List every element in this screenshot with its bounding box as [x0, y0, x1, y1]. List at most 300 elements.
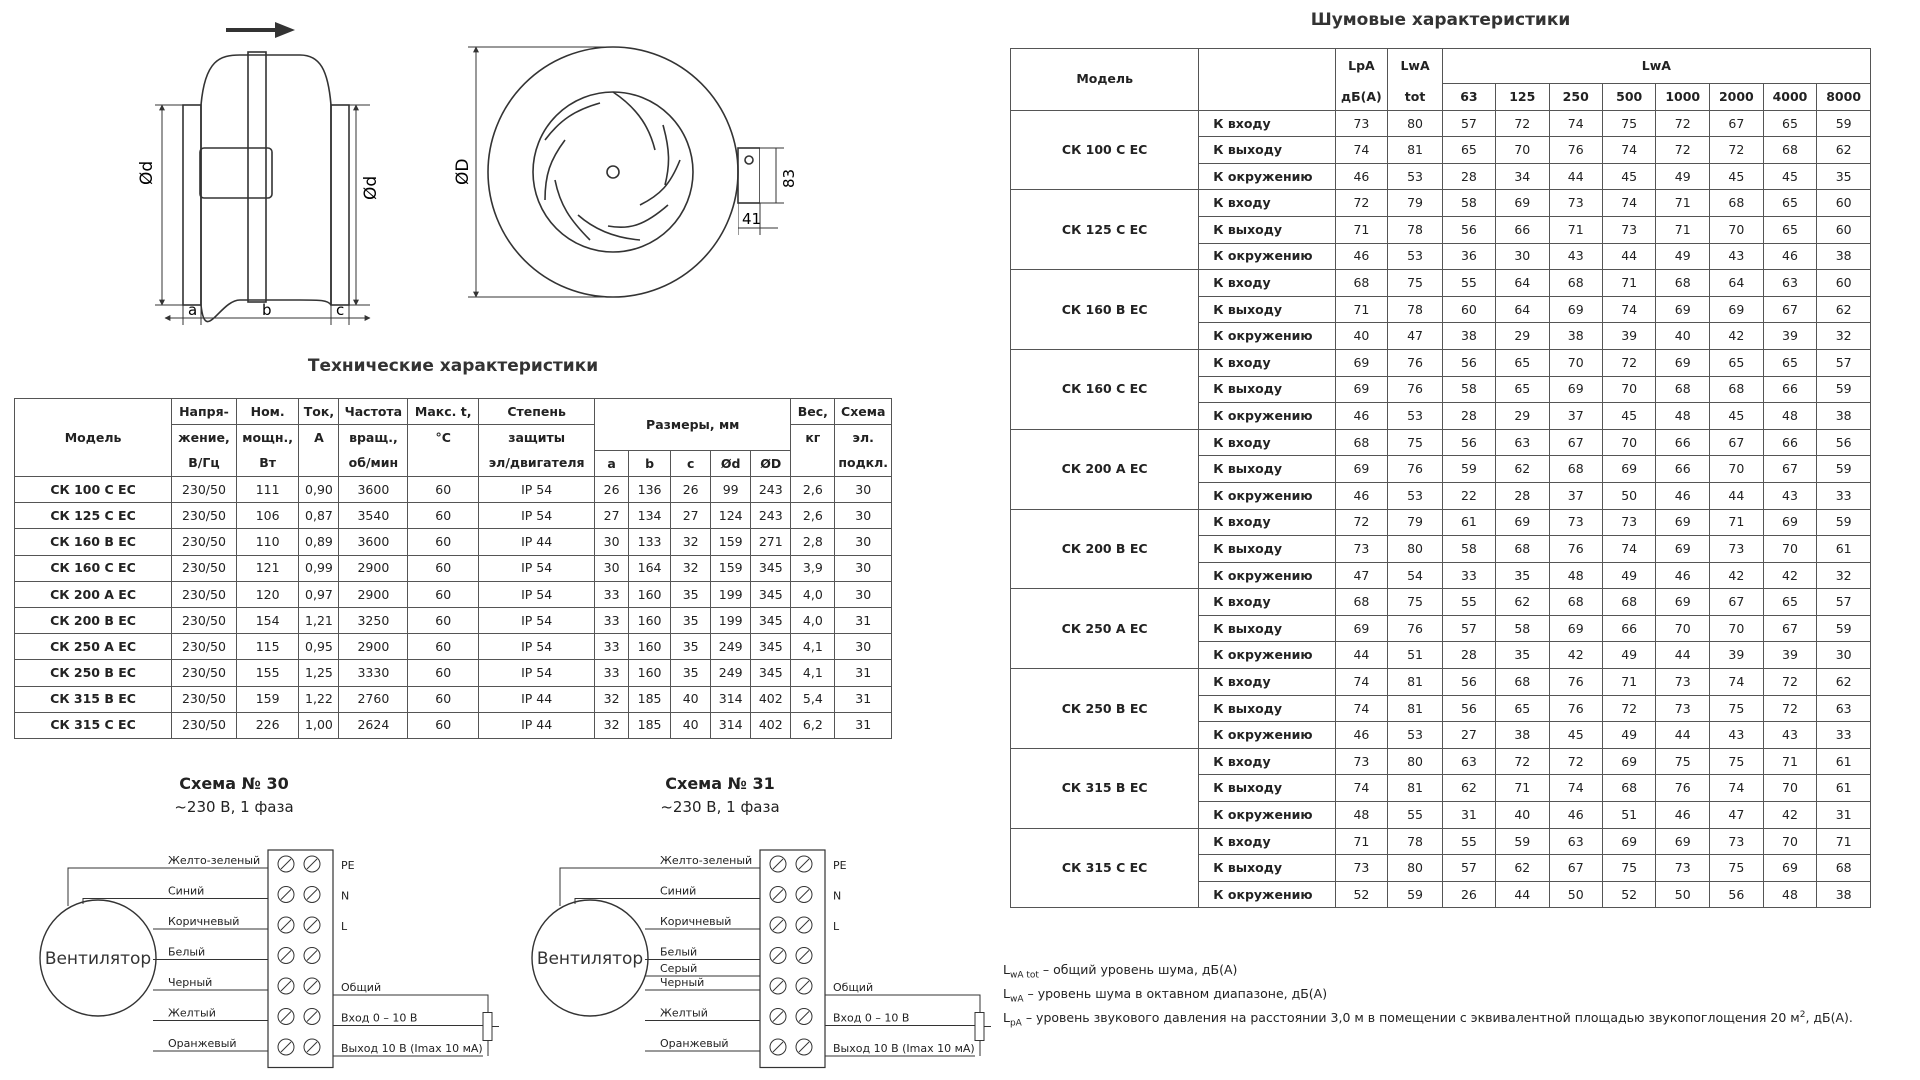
noise-model-cell: СК 160 С ЕС	[1011, 349, 1199, 429]
terminal-label: Вход 0 – 10 В	[341, 1011, 418, 1025]
noise-cell: 32	[1817, 562, 1871, 589]
noise-cell: 75	[1602, 110, 1655, 137]
noise-cell: 73	[1549, 509, 1602, 536]
noise-cell: 46	[1656, 562, 1710, 589]
noise-cell: 71	[1763, 748, 1817, 775]
noise-cell: 72	[1549, 748, 1602, 775]
tech-cell: 159	[711, 555, 751, 581]
noise-cell: 32	[1817, 323, 1871, 350]
noise-direction-cell: К входу	[1199, 828, 1335, 855]
noise-cell: 69	[1602, 748, 1655, 775]
noise-cell: 80	[1388, 855, 1442, 882]
noise-cell: 33	[1817, 722, 1871, 749]
noise-direction-cell: К окружению	[1199, 482, 1335, 509]
noise-title: Шумовые характеристики	[1310, 10, 1571, 30]
nth-lwa: LwA	[1442, 49, 1870, 84]
noise-cell: 73	[1335, 536, 1388, 563]
tech-cell: 111	[236, 477, 299, 503]
nth-lwatot: LwA	[1388, 49, 1442, 84]
noise-cell: 73	[1602, 509, 1655, 536]
noise-cell: 76	[1388, 615, 1442, 642]
noise-cell: 68	[1549, 456, 1602, 483]
noise-row	[1011, 669, 1871, 696]
noise-direction-cell: К выходу	[1199, 216, 1335, 243]
noise-cell: 60	[1817, 270, 1871, 297]
noise-model-cell: СК 250 А ЕС	[1011, 589, 1199, 669]
tech-cell: 60	[408, 555, 479, 581]
tech-cell: 230/50	[172, 660, 237, 686]
tech-cell: 32	[671, 529, 711, 555]
noise-cell: 72	[1656, 110, 1710, 137]
tech-cell: 30	[835, 634, 892, 660]
tech-row	[15, 581, 892, 607]
noise-cell: 72	[1496, 748, 1549, 775]
th-scheme: Схема	[835, 399, 892, 425]
noise-cell: 64	[1496, 270, 1549, 297]
noise-cell: 69	[1656, 589, 1710, 616]
wire-label: Желтый	[168, 1006, 216, 1020]
tech-cell: 32	[671, 555, 711, 581]
noise-cell: 72	[1763, 695, 1817, 722]
noise-cell: 65	[1763, 216, 1817, 243]
th-weight-3	[791, 450, 835, 476]
tech-cell: 30	[835, 581, 892, 607]
noise-cell: 68	[1549, 589, 1602, 616]
noise-cell: 43	[1710, 722, 1764, 749]
noise-cell: 79	[1388, 509, 1442, 536]
th-dim-a: a	[595, 450, 629, 476]
noise-cell: 52	[1335, 881, 1388, 908]
noise-cell: 67	[1710, 429, 1764, 456]
noise-direction-cell: К окружению	[1199, 243, 1335, 270]
noise-cell: 75	[1388, 589, 1442, 616]
noise-cell: 66	[1602, 615, 1655, 642]
noise-cell: 56	[1442, 669, 1495, 696]
noise-cell: 48	[1763, 881, 1817, 908]
tech-cell: 345	[751, 634, 791, 660]
noise-cell: 59	[1388, 881, 1442, 908]
noise-cell: 79	[1388, 190, 1442, 217]
tech-row	[15, 608, 892, 634]
noise-cell: 65	[1496, 376, 1549, 403]
tech-cell: 230/50	[172, 529, 237, 555]
noise-cell: 56	[1817, 429, 1871, 456]
noise-cell: 35	[1496, 642, 1549, 669]
noise-cell: 70	[1496, 137, 1549, 164]
noise-cell: 65	[1710, 349, 1764, 376]
tech-cell: IP 54	[479, 634, 595, 660]
noise-cell: 45	[1710, 403, 1764, 430]
wire-label: Желтый	[660, 1006, 708, 1020]
noise-cell: 46	[1763, 243, 1817, 270]
tech-cell: 134	[629, 503, 671, 529]
noise-cell: 68	[1335, 589, 1388, 616]
noise-cell: 29	[1496, 323, 1549, 350]
noise-cell: 39	[1763, 642, 1817, 669]
tech-cell: 32	[595, 712, 629, 738]
tech-cell: 230/50	[172, 634, 237, 660]
noise-cell: 55	[1388, 802, 1442, 829]
scheme30-title: Схема № 30	[179, 774, 289, 793]
noise-cell: 61	[1817, 748, 1871, 775]
th-speed: Частота	[339, 399, 408, 425]
dim-83: 83	[780, 168, 798, 188]
noise-direction-cell: К окружению	[1199, 881, 1335, 908]
noise-cell: 22	[1442, 482, 1495, 509]
noise-direction-cell: К входу	[1199, 349, 1335, 376]
wire-label: Синий	[660, 884, 697, 898]
noise-cell: 63	[1442, 748, 1495, 775]
noise-cell: 75	[1656, 748, 1710, 775]
tech-cell: 0,87	[299, 503, 339, 529]
noise-direction-cell: К входу	[1199, 669, 1335, 696]
noise-cell: 42	[1549, 642, 1602, 669]
tech-cell: 99	[711, 477, 751, 503]
noise-cell: 55	[1442, 270, 1495, 297]
nth-direction	[1199, 49, 1335, 111]
tech-cell: 314	[711, 686, 751, 712]
dim-d-left: Ød	[137, 160, 157, 185]
noise-cell: 73	[1335, 748, 1388, 775]
tech-model-cell: СК 315 В ЕС	[15, 686, 172, 712]
noise-cell: 30	[1817, 642, 1871, 669]
legend-lwa: $L_{wA}$ – уровень шума в октавном диапазоне, дБ(А)	[1003, 986, 1328, 1005]
noise-cell: 42	[1710, 323, 1764, 350]
tech-cell: 3330	[339, 660, 408, 686]
noise-cell: 68	[1496, 536, 1549, 563]
noise-cell: 68	[1763, 137, 1817, 164]
noise-cell: 67	[1549, 855, 1602, 882]
noise-cell: 52	[1602, 881, 1655, 908]
tech-cell: 121	[236, 555, 299, 581]
tech-cell: 2,6	[791, 503, 835, 529]
noise-cell: 76	[1549, 695, 1602, 722]
noise-cell: 63	[1817, 695, 1871, 722]
tech-model-cell: СК 200 А ЕС	[15, 581, 172, 607]
noise-cell: 46	[1335, 403, 1388, 430]
noise-cell: 74	[1710, 669, 1764, 696]
noise-cell: 67	[1549, 429, 1602, 456]
noise-cell: 53	[1388, 163, 1442, 190]
wire-label: Желто-зеленый	[660, 854, 753, 867]
tech-cell: 199	[711, 581, 751, 607]
noise-cell: 71	[1496, 775, 1549, 802]
tech-cell: IP 54	[479, 477, 595, 503]
tech-cell: 30	[835, 555, 892, 581]
noise-cell: 68	[1710, 190, 1764, 217]
tech-cell: 155	[236, 660, 299, 686]
legend-lpa: $L_{pA}$ – уровень звукового давления на расстоянии 3,0 м в помещении с эквивалентной площадью звукопоглощения 20 $м^2$, дБ(А).	[1003, 1010, 1853, 1029]
wire-label: Коричневый	[660, 915, 732, 928]
th-weight: Вес,	[791, 399, 835, 425]
tech-cell: 160	[629, 634, 671, 660]
tech-cell: 115	[236, 634, 299, 660]
noise-cell: 66	[1656, 429, 1710, 456]
noise-cell: 49	[1656, 163, 1710, 190]
wire-label: Белый	[660, 945, 698, 959]
noise-cell: 40	[1496, 802, 1549, 829]
tech-row	[15, 686, 892, 712]
nth-freq: 63	[1442, 84, 1495, 111]
noise-cell: 75	[1388, 270, 1442, 297]
wire-label: Оранжевый	[168, 1037, 237, 1050]
wire-label: Черный	[168, 976, 213, 989]
noise-cell: 53	[1388, 403, 1442, 430]
nth-freq: 250	[1549, 84, 1602, 111]
th-power: Ном.	[236, 399, 299, 425]
noise-cell: 81	[1388, 137, 1442, 164]
noise-cell: 58	[1496, 615, 1549, 642]
noise-row	[1011, 429, 1871, 456]
noise-cell: 42	[1763, 562, 1817, 589]
tech-cell: 154	[236, 608, 299, 634]
tech-cell: 27	[671, 503, 711, 529]
tech-cell: IP 54	[479, 581, 595, 607]
th-current-3	[299, 450, 339, 476]
noise-cell: 44	[1602, 243, 1655, 270]
noise-cell: 69	[1549, 376, 1602, 403]
tech-cell: 40	[671, 712, 711, 738]
noise-cell: 45	[1710, 163, 1764, 190]
noise-cell: 50	[1656, 881, 1710, 908]
noise-cell: 73	[1335, 110, 1388, 137]
wire-label: Черный	[660, 976, 705, 989]
noise-cell: 57	[1817, 349, 1871, 376]
tech-cell: 30	[835, 503, 892, 529]
noise-cell: 74	[1710, 775, 1764, 802]
th-power-3: Вт	[236, 450, 299, 476]
noise-cell: 57	[1817, 589, 1871, 616]
tech-cell: 35	[671, 581, 711, 607]
noise-cell: 76	[1549, 669, 1602, 696]
noise-model-cell: СК 200 В ЕС	[1011, 509, 1199, 589]
tech-model-cell: СК 200 В ЕС	[15, 608, 172, 634]
noise-direction-cell: К окружению	[1199, 163, 1335, 190]
noise-row	[1011, 110, 1871, 137]
tech-cell: 32	[595, 686, 629, 712]
noise-cell: 73	[1710, 536, 1764, 563]
noise-cell: 68	[1656, 270, 1710, 297]
noise-cell: 73	[1602, 216, 1655, 243]
noise-cell: 64	[1710, 270, 1764, 297]
tech-cell: 124	[711, 503, 751, 529]
noise-cell: 45	[1602, 163, 1655, 190]
dim-d-right: Ød	[361, 175, 381, 200]
tech-cell: 345	[751, 660, 791, 686]
noise-cell: 62	[1496, 589, 1549, 616]
noise-model-cell: СК 160 В ЕС	[1011, 270, 1199, 350]
noise-cell: 51	[1388, 642, 1442, 669]
noise-cell: 70	[1763, 775, 1817, 802]
noise-direction-cell: К входу	[1199, 110, 1335, 137]
tech-model-cell: СК 315 С ЕС	[15, 712, 172, 738]
terminal-label: Выход 10 В (Imax 10 мА)	[341, 1042, 483, 1055]
noise-cell: 47	[1388, 323, 1442, 350]
scheme31-subtitle: ~230 В, 1 фаза	[660, 798, 780, 816]
noise-cell: 29	[1496, 403, 1549, 430]
noise-cell: 66	[1763, 429, 1817, 456]
noise-row	[1011, 509, 1871, 536]
noise-cell: 68	[1335, 429, 1388, 456]
tech-cell: 3540	[339, 503, 408, 529]
tech-cell: 35	[671, 608, 711, 634]
tech-model-cell: СК 250 А ЕС	[15, 634, 172, 660]
noise-cell: 50	[1602, 482, 1655, 509]
noise-cell: 38	[1817, 243, 1871, 270]
noise-cell: 73	[1656, 855, 1710, 882]
noise-cell: 58	[1442, 190, 1495, 217]
noise-cell: 26	[1442, 881, 1495, 908]
scheme30-diagram	[28, 840, 508, 1070]
noise-cell: 45	[1763, 163, 1817, 190]
noise-cell: 66	[1763, 376, 1817, 403]
noise-cell: 67	[1763, 296, 1817, 323]
noise-cell: 69	[1335, 456, 1388, 483]
side-dimensions	[155, 105, 370, 325]
noise-cell: 59	[1817, 615, 1871, 642]
noise-cell: 49	[1602, 642, 1655, 669]
noise-cell: 38	[1496, 722, 1549, 749]
wire-label: Синий	[168, 884, 205, 898]
noise-cell: 65	[1763, 349, 1817, 376]
noise-cell: 49	[1602, 722, 1655, 749]
noise-direction-cell: К окружению	[1199, 722, 1335, 749]
noise-cell: 48	[1335, 802, 1388, 829]
tech-row	[15, 555, 892, 581]
noise-cell: 57	[1442, 110, 1495, 137]
noise-cell: 65	[1763, 110, 1817, 137]
tech-row	[15, 712, 892, 738]
tech-cell: 3600	[339, 529, 408, 555]
noise-cell: 78	[1388, 296, 1442, 323]
tech-cell: 60	[408, 477, 479, 503]
noise-cell: 59	[1817, 110, 1871, 137]
tech-cell: 4,1	[791, 660, 835, 686]
noise-cell: 70	[1602, 429, 1655, 456]
wire-label: Коричневый	[168, 915, 240, 928]
tech-cell: 1,00	[299, 712, 339, 738]
noise-direction-cell: К выходу	[1199, 775, 1335, 802]
front-view	[488, 47, 760, 297]
noise-cell: 69	[1656, 349, 1710, 376]
noise-cell: 66	[1656, 456, 1710, 483]
th-current-2: А	[299, 425, 339, 451]
tech-cell: 133	[629, 529, 671, 555]
noise-model-cell: СК 125 С ЕС	[1011, 190, 1199, 270]
noise-cell: 65	[1496, 695, 1549, 722]
noise-cell: 72	[1496, 110, 1549, 137]
th-protection-2: защиты	[479, 425, 595, 451]
tech-cell: 164	[629, 555, 671, 581]
noise-cell: 48	[1549, 562, 1602, 589]
tech-cell: 185	[629, 686, 671, 712]
legend-lwatot: $L_{wA tot}$ – общий уровень шума, дБ(А)	[1003, 962, 1238, 981]
terminal-label: Общий	[341, 981, 382, 994]
noise-cell: 76	[1549, 536, 1602, 563]
noise-row	[1011, 190, 1871, 217]
tech-cell: 26	[595, 477, 629, 503]
noise-cell: 72	[1656, 137, 1710, 164]
tech-cell: 30	[835, 477, 892, 503]
noise-cell: 38	[1442, 323, 1495, 350]
noise-model-cell: СК 315 В ЕС	[1011, 748, 1199, 828]
noise-cell: 71	[1656, 190, 1710, 217]
noise-direction-cell: К окружению	[1199, 802, 1335, 829]
noise-cell: 80	[1388, 536, 1442, 563]
tech-cell: 0,89	[299, 529, 339, 555]
th-dim-D: ØD	[751, 450, 791, 476]
th-model: Модель	[15, 399, 172, 477]
noise-cell: 51	[1602, 802, 1655, 829]
noise-cell: 76	[1388, 456, 1442, 483]
noise-cell: 34	[1496, 163, 1549, 190]
wire-label: Желто-зеленый	[168, 854, 261, 867]
noise-cell: 78	[1388, 216, 1442, 243]
noise-cell: 56	[1442, 216, 1495, 243]
noise-cell: 69	[1602, 828, 1655, 855]
noise-cell: 28	[1442, 163, 1495, 190]
tech-cell: 60	[408, 686, 479, 712]
tech-cell: 249	[711, 660, 751, 686]
noise-cell: 37	[1549, 482, 1602, 509]
noise-direction-cell: К выходу	[1199, 615, 1335, 642]
tech-cell: 33	[595, 608, 629, 634]
tech-cell: 2624	[339, 712, 408, 738]
terminal-label: L	[341, 920, 348, 933]
dim-a: a	[188, 301, 198, 319]
noise-cell: 47	[1335, 562, 1388, 589]
noise-cell: 33	[1817, 482, 1871, 509]
noise-cell: 69	[1763, 509, 1817, 536]
tech-model-cell: СК 125 С ЕС	[15, 503, 172, 529]
noise-cell: 69	[1763, 855, 1817, 882]
noise-cell: 73	[1656, 695, 1710, 722]
noise-direction-cell: К выходу	[1199, 296, 1335, 323]
noise-cell: 50	[1549, 881, 1602, 908]
th-weight-2: кг	[791, 425, 835, 451]
noise-cell: 74	[1602, 137, 1655, 164]
tech-cell: 4,0	[791, 581, 835, 607]
noise-cell: 71	[1817, 828, 1871, 855]
noise-cell: 70	[1656, 615, 1710, 642]
wire-label: Белый	[168, 945, 206, 959]
noise-cell: 46	[1335, 243, 1388, 270]
tech-cell: 1,21	[299, 608, 339, 634]
tech-cell: IP 54	[479, 608, 595, 634]
noise-cell: 61	[1442, 509, 1495, 536]
fan-drawing	[0, 0, 760, 340]
tech-cell: 31	[835, 660, 892, 686]
noise-table	[1010, 48, 1871, 908]
tech-cell: 31	[835, 712, 892, 738]
tech-model-cell: СК 100 С ЕС	[15, 477, 172, 503]
noise-cell: 75	[1710, 855, 1764, 882]
noise-cell: 70	[1763, 536, 1817, 563]
tech-cell: 31	[835, 608, 892, 634]
tech-row	[15, 503, 892, 529]
tech-model-cell: СК 250 В ЕС	[15, 660, 172, 686]
noise-cell: 46	[1335, 482, 1388, 509]
noise-cell: 75	[1602, 855, 1655, 882]
tech-cell: IP 44	[479, 529, 595, 555]
tech-cell: 160	[629, 581, 671, 607]
noise-cell: 65	[1442, 137, 1495, 164]
noise-cell: 44	[1656, 722, 1710, 749]
noise-row	[1011, 828, 1871, 855]
tech-cell: 243	[751, 477, 791, 503]
nth-freq: 2000	[1710, 84, 1764, 111]
th-temp: Макс. t,	[408, 399, 479, 425]
